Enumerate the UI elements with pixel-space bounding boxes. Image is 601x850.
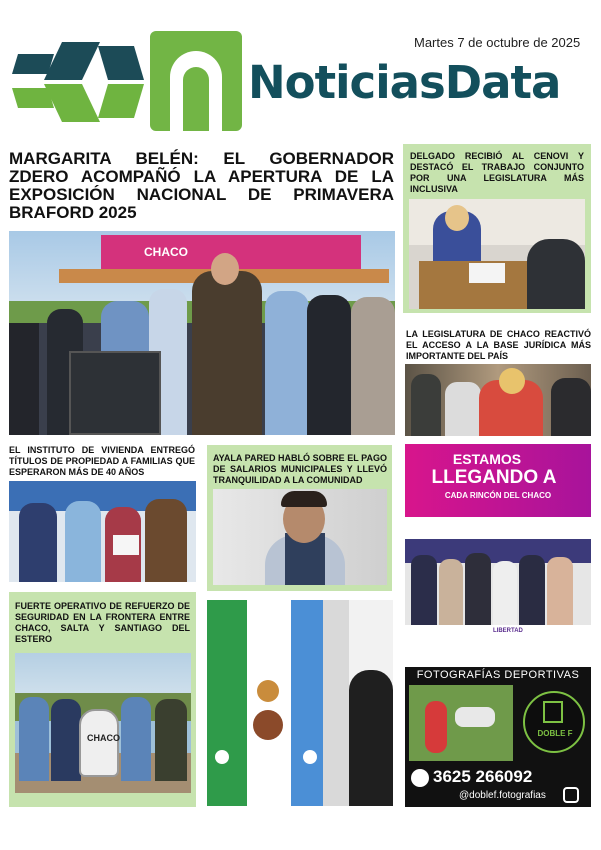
ad-llegando-banner[interactable] [405,444,591,517]
story-ayala-card[interactable] [207,445,392,591]
ad-llegando-line1: ESTAMOS [452,451,522,467]
issue-date: Martes 7 de octubre de 2025 [414,35,581,50]
ad-doblef-instagram: @doblef.fotografias [459,790,546,801]
story-operativo-title[interactable]: FUERTE OPERATIVO DE REFUERZO DE SEGURIDAD EN LA FRONTERA ENTRE CHACO, SALTA Y SANTIAGO DEL ESTERO [15,601,190,644]
main-story-title[interactable]: MARGARITA BELÉN: EL GOBERNADOR ZDERO ACOMPAÑÓ LA APERTURA DE LA EXPOSICIÓN NACIONAL DE PRIMAVERA BRAFORD 2025 [9,149,394,222]
main-story-photo[interactable] [9,231,395,435]
whatsapp-icon [411,769,429,787]
story-operativo-card[interactable] [9,592,196,807]
story-delgado-photo[interactable] [409,199,585,309]
ad-doblef-header: FOTOGRAFÍAS DEPORTIVAS [416,669,580,681]
libertad-logo-text: LIBERTAD [493,628,523,634]
brand-name[interactable]: NoticiasData [248,56,561,109]
ad-doblef-banner[interactable] [405,667,591,807]
story-delgado-title[interactable]: DELGADO RECIBIÓ AL CENOVI Y DESTACÓ EL TRABAJO CONJUNTO POR UNA LEGISLATURA MÁS INCLUSIVA [410,151,584,194]
story-operativo-photo[interactable] [15,653,191,793]
story-legislatura-photo[interactable] [405,364,591,436]
ad-llegando-line2: LLEGANDO A [431,467,557,488]
arrows-logo-icon [8,40,148,124]
story-legislatura-title[interactable]: LA LEGISLATURA DE CHACO REACTIVÓ EL ACCESO A LA BASE JURÍDICA MÁS IMPORTANTE DEL PAÍS [406,329,591,361]
ad-llegando-line3: CADA RINCÓN DEL CHACO [444,491,552,500]
chaco-sign [79,709,119,777]
legislatura-building-photo[interactable] [207,600,393,806]
story-delgado-card[interactable] [403,144,591,313]
event-banner-text: CHACO [144,245,188,259]
story-vivienda-title[interactable]: EL INSTITUTO DE VIVIENDA ENTREGÓ TÍTULOS DE PROPIEDAD A FAMILIAS QUE ESPERARON MÁS DE 40 AÑOS [9,445,195,477]
n-logo-icon [150,31,242,131]
doblef-logo-text: DOBLE F [537,729,573,738]
story-vivienda-photo[interactable] [9,481,196,582]
instagram-icon [563,787,579,803]
chaco-sign-text: CHACO [87,733,120,743]
podium [69,351,161,435]
story-ayala-photo[interactable] [213,489,387,585]
story-ayala-title[interactable]: AYALA PARED HABLÓ SOBRE EL PAGO DE SALARIOS MUNICIPALES Y LLEVÓ TRANQUILIDAD A LA COMUNIDAD [213,453,387,485]
ad-libertad-photo[interactable] [405,539,591,642]
ad-doblef-phone: 3625 266092 [433,767,533,786]
